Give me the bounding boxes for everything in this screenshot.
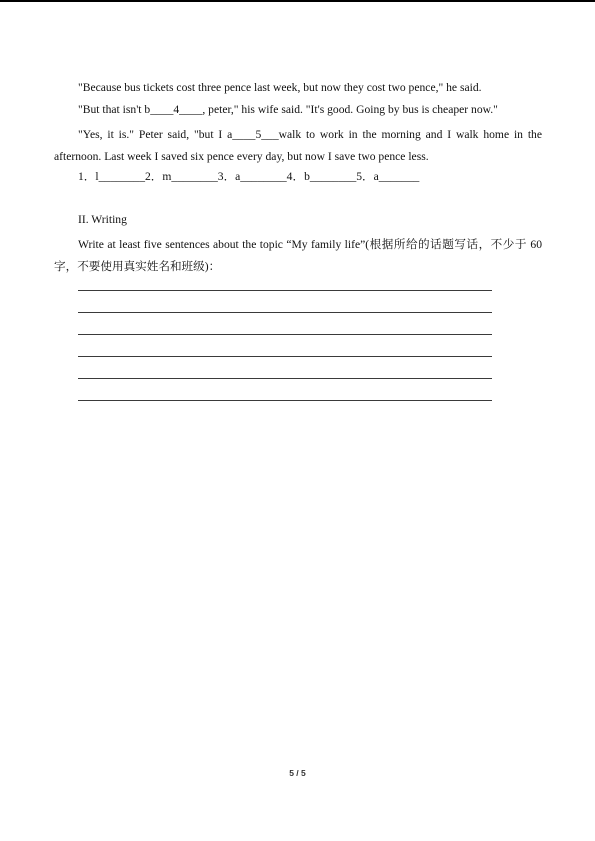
writing-answer-line[interactable]: [78, 400, 492, 401]
passage-line-2: "But that isn't b____4____, peter," his wife said. "It's good. Going by bus is cheaper now.": [78, 103, 498, 116]
writing-answer-line[interactable]: [78, 356, 492, 357]
fill-in-answer-blanks: 1．l________2．m________3．a________4．b________5．a_______: [78, 170, 420, 183]
passage-line-3: "Yes, it is." Peter said, "but I a____5___walk to work in the morning and I walk home in the afternoon. Last week I saved six pence every day, but now I save two pence less.: [54, 128, 542, 163]
writing-instruction: Write at least five sentences about the topic “My family life”(根据所给的话题写话，不少于 60 字，不要使用真实姓名和班级)：: [54, 238, 542, 273]
passage-line-1: "Because bus tickets cost three pence last week, but now they cost two pence," he said.: [78, 81, 482, 94]
writing-section-heading: II. Writing: [78, 213, 127, 226]
writing-answer-line[interactable]: [78, 378, 492, 379]
top-border-rule: [0, 0, 595, 2]
writing-answer-line[interactable]: [78, 312, 492, 313]
writing-answer-line[interactable]: [78, 334, 492, 335]
page-number: 5 / 5: [289, 768, 306, 778]
writing-answer-line[interactable]: [78, 290, 492, 291]
